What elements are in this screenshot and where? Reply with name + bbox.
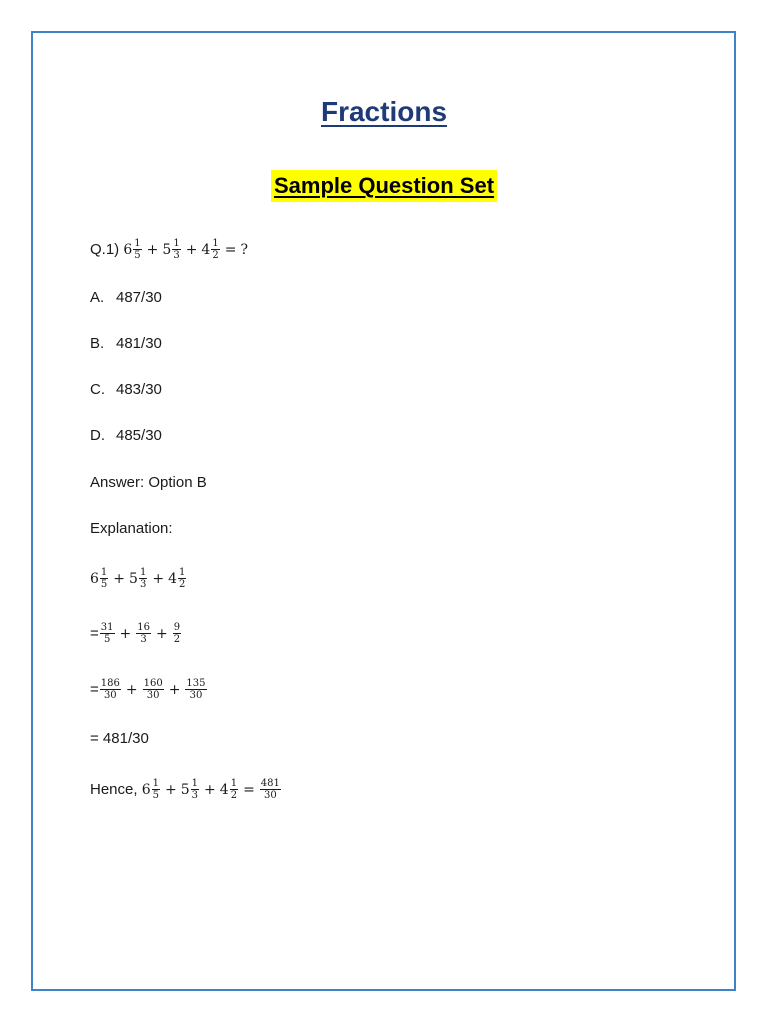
s1-term-3-fraction: $\frac{1}{2}$ (178, 567, 186, 590)
option-letter: D. (90, 427, 105, 444)
plus-sign: + (146, 241, 159, 258)
explanation-step-4: = 481/30 (90, 730, 149, 747)
s3-fraction-1: $\frac{186}{30}$ (100, 678, 120, 701)
equals-sign: = (243, 781, 255, 798)
s3-fraction-3: $\frac{135}{30}$ (186, 678, 206, 701)
c-term-3-whole: 4 (219, 781, 229, 798)
option-d (90, 426, 162, 446)
c-term-3-fraction: $\frac{1}{2}$ (230, 778, 238, 801)
explanation-step-3 (90, 678, 208, 701)
plus-sign: + (155, 625, 168, 642)
c-term-2-whole: 5 (180, 781, 190, 798)
q-term-3-fraction: $\frac{1}{2}$ (212, 238, 219, 261)
q-term-2-whole: 5 (162, 241, 172, 258)
option-value: 481/30 (116, 335, 162, 352)
plus-sign: + (168, 681, 181, 698)
plus-sign: + (152, 570, 165, 587)
s1-term-1-fraction: $\frac{1}{5}$ (100, 567, 108, 590)
equals-sign: = (224, 241, 237, 258)
conclusion-line (90, 778, 282, 801)
c-term-2-fraction: $\frac{1}{3}$ (191, 778, 199, 801)
subtitle-container (0, 170, 768, 202)
explanation-label: Explanation: (90, 520, 173, 537)
option-value: 483/30 (116, 381, 162, 398)
option-value: 485/30 (116, 427, 162, 444)
s1-term-3-whole: 4 (168, 570, 177, 587)
explanation-step-2 (90, 622, 182, 645)
plus-sign: + (119, 625, 132, 642)
q-term-1-fraction: $\frac{1}{5}$ (134, 238, 141, 261)
step-equals: = (90, 624, 99, 642)
option-letter: A. (90, 289, 105, 306)
s1-term-2-fraction: $\frac{1}{3}$ (139, 567, 147, 590)
s2-fraction-1: $\frac{31}{5}$ (100, 622, 114, 645)
option-c (90, 380, 162, 400)
explanation-step-1 (90, 567, 187, 590)
s1-term-2-whole: 5 (129, 570, 138, 587)
plus-sign: + (113, 570, 126, 587)
option-value: 487/30 (116, 289, 162, 306)
option-letter: B. (90, 335, 105, 352)
s1-term-1-whole: 6 (90, 570, 99, 587)
q-term-2-fraction: $\frac{1}{3}$ (173, 238, 180, 261)
c-term-1-whole: 6 (141, 781, 151, 798)
answer-line: Answer: Option B (90, 474, 207, 491)
q-term-1-whole: 6 (123, 241, 133, 258)
s2-fraction-2: $\frac{16}{3}$ (137, 622, 150, 645)
conclusion-prefix: Hence, (90, 780, 138, 798)
plus-sign: + (165, 781, 177, 798)
c-term-1-fraction: $\frac{1}{5}$ (152, 778, 159, 801)
option-b (90, 334, 162, 354)
s3-fraction-2: $\frac{160}{30}$ (143, 678, 163, 701)
q-term-3-whole: 4 (201, 241, 211, 258)
page-title: Fractions (320, 96, 448, 127)
question-line (90, 238, 248, 261)
plus-sign: + (185, 241, 198, 258)
option-a (90, 288, 162, 308)
step-equals: = (90, 680, 99, 698)
question-unknown: ? (240, 241, 248, 258)
s2-fraction-3: $\frac{9}{2}$ (173, 622, 181, 645)
plus-sign: + (204, 781, 216, 798)
option-letter: C. (90, 381, 105, 398)
conclusion-result-fraction: $\frac{481}{30}$ (260, 778, 280, 801)
page-subtitle: Sample Question Set (271, 170, 497, 202)
question-label: Q.1) (90, 240, 120, 258)
plus-sign: + (125, 681, 138, 698)
